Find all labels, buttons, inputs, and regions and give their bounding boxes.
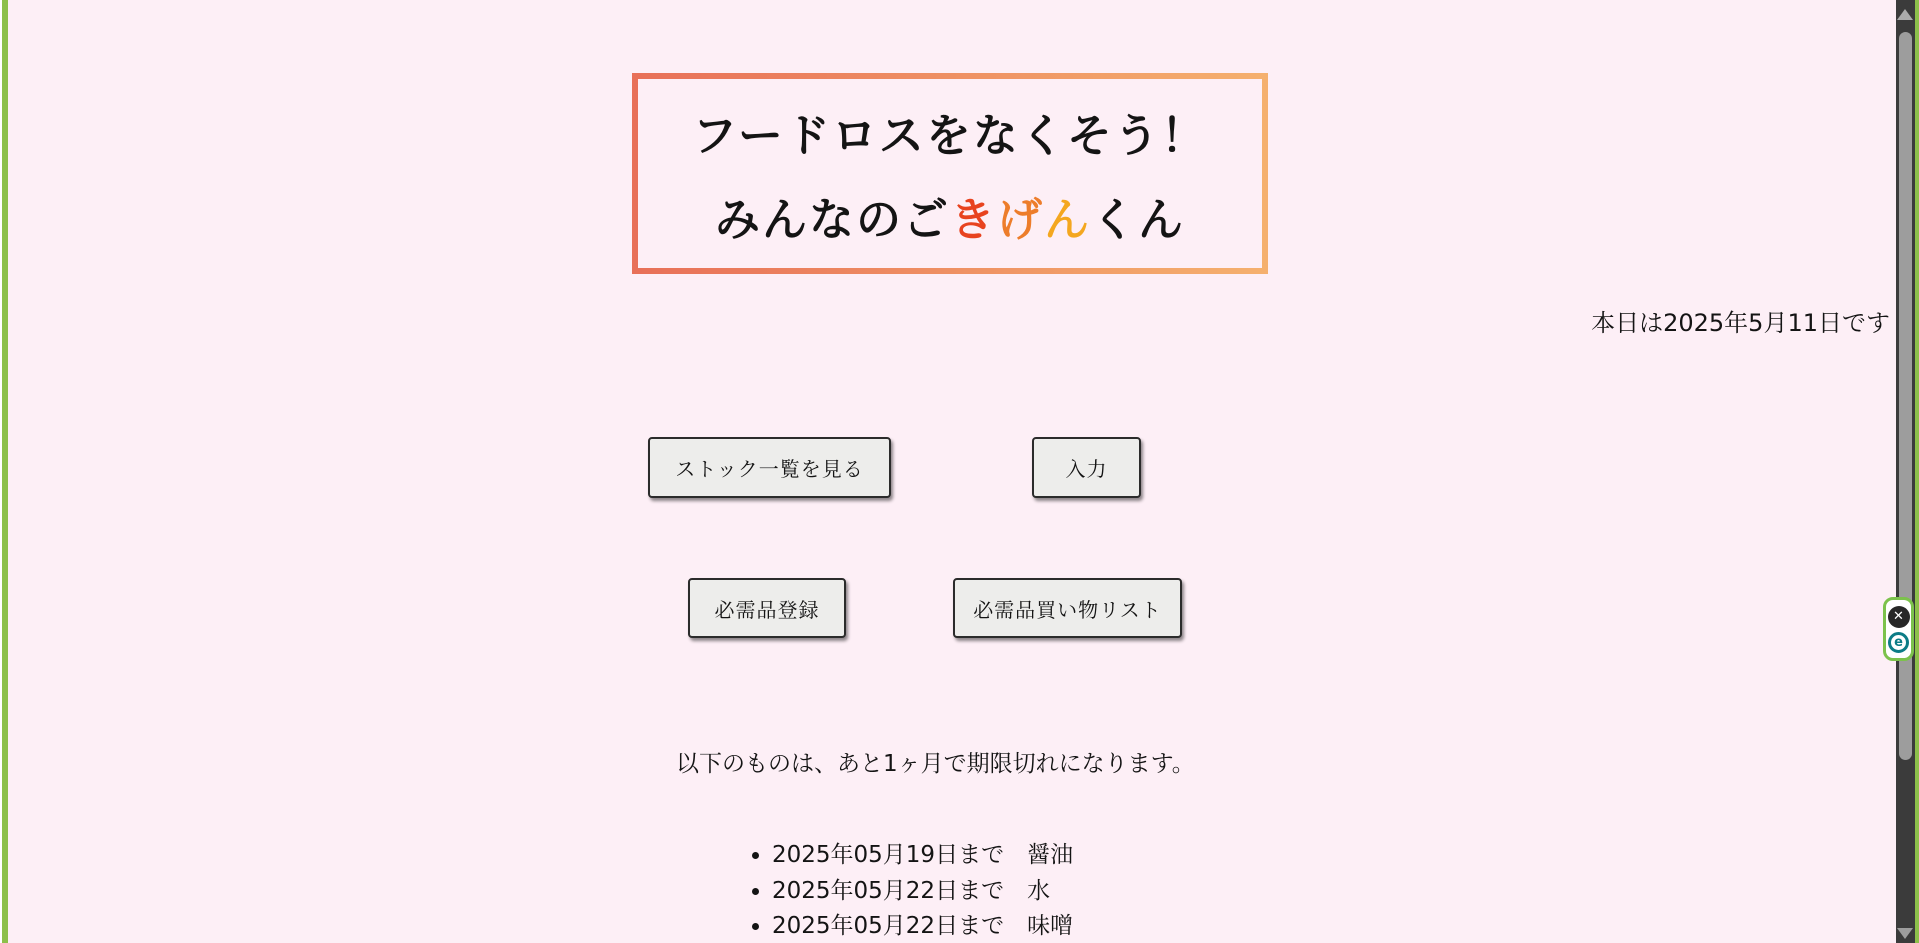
app-title-box	[632, 73, 1268, 274]
today-date-text: 本日は2025年5月11日です	[1591, 309, 1890, 337]
browser-edge-panel	[1883, 597, 1914, 661]
scrollbar-up-arrow-icon[interactable]	[1897, 9, 1913, 20]
expiry-notice-text: 以下のものは、あと1ヶ月で期限切れになります。	[676, 751, 1195, 777]
app-title-line2	[715, 183, 1185, 248]
list-item: • 2025年05月22日まで 水	[772, 874, 1073, 910]
input-button[interactable]: 入力	[1032, 437, 1141, 498]
essentials-shopping-list-button[interactable]: 必需品買い物リスト	[953, 578, 1182, 638]
window-right-border	[1915, 0, 1919, 943]
title-line2-prefix: みんなのご	[714, 193, 950, 246]
window-left-border	[0, 0, 8, 943]
title-line2-accent-orange: げ	[996, 193, 1044, 246]
e-logo-icon[interactable]: e	[1888, 632, 1909, 653]
expiring-items-list	[742, 838, 1073, 943]
app-title-line1: フードロスをなくそう！	[692, 109, 1208, 162]
title-line2-accent-red: き	[949, 193, 997, 246]
title-line2-suffix: くん	[1091, 193, 1186, 246]
close-icon[interactable]: ✕	[1888, 606, 1910, 628]
scrollbar-down-arrow-icon[interactable]	[1897, 928, 1913, 939]
title-line2-accent-amber: ん	[1044, 193, 1092, 246]
essentials-register-button[interactable]: 必需品登録	[688, 578, 846, 638]
list-item: • 2025年05月19日まで 醤油	[772, 838, 1073, 874]
stock-list-button[interactable]: ストック一覧を見る	[648, 437, 891, 498]
list-item: • 2025年05月22日まで 味噌	[772, 909, 1073, 943]
